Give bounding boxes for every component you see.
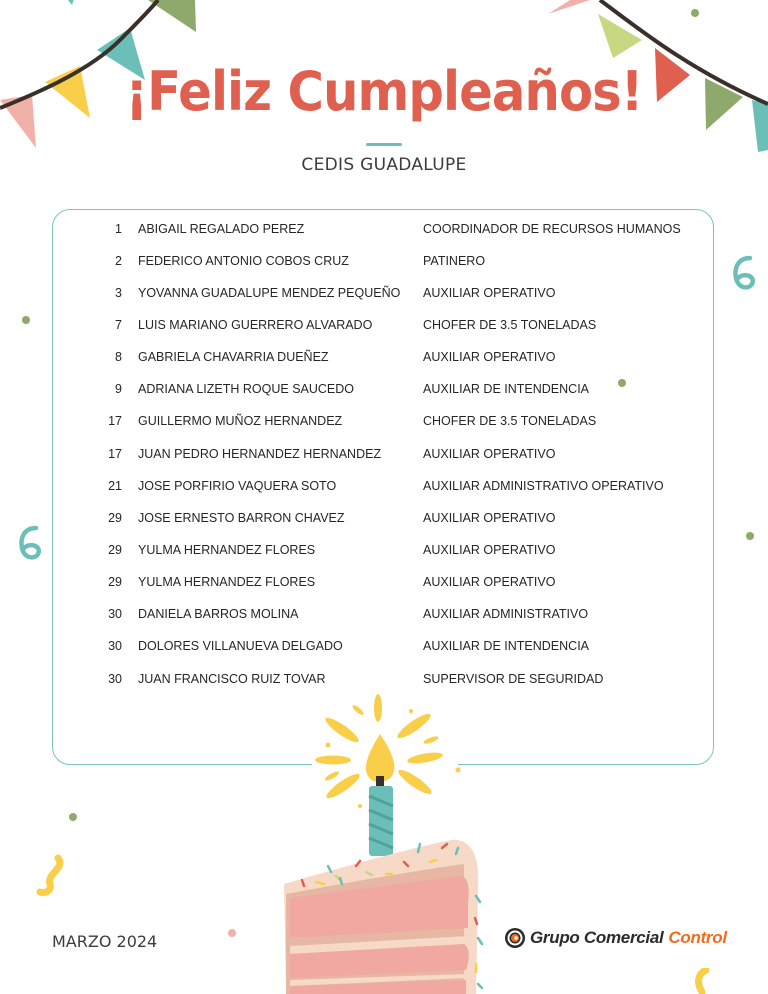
location-subtitle: CEDIS GUADALUPE bbox=[301, 155, 467, 175]
employee-role: SUPERVISOR DE SEGURIDAD bbox=[423, 672, 604, 686]
birthday-day: 29 bbox=[108, 575, 122, 589]
employee-name: JOSE PORFIRIO VAQUERA SOTO bbox=[138, 479, 337, 493]
employee-name: DOLORES VILLANUEVA DELGADO bbox=[138, 639, 343, 653]
birthday-day: 21 bbox=[108, 479, 122, 493]
employee-role: CHOFER DE 3.5 TONELADAS bbox=[423, 318, 597, 332]
birthday-day: 2 bbox=[115, 254, 122, 268]
birthday-day: 17 bbox=[108, 414, 122, 428]
confetti-swirl-icon bbox=[36, 854, 68, 898]
employee-role: AUXILIAR OPERATIVO bbox=[423, 575, 556, 589]
birthday-day: 1 bbox=[115, 222, 122, 236]
confetti-dot-icon bbox=[746, 532, 754, 540]
employee-name: JOSE ERNESTO BARRON CHAVEZ bbox=[138, 511, 345, 525]
employee-name: YULMA HERNANDEZ FLORES bbox=[138, 543, 316, 557]
birthday-day: 8 bbox=[115, 350, 122, 364]
birthday-day: 30 bbox=[108, 639, 122, 653]
confetti-curl-icon bbox=[18, 524, 42, 564]
confetti-dot-icon bbox=[618, 379, 626, 387]
employee-name: ABIGAIL REGALADO PEREZ bbox=[138, 222, 305, 236]
employee-name: ADRIANA LIZETH ROQUE SAUCEDO bbox=[138, 382, 355, 396]
logo-text-primary: Grupo Comercial bbox=[530, 928, 664, 947]
confetti-dot-icon bbox=[22, 316, 30, 324]
birthday-day: 17 bbox=[108, 447, 122, 461]
birthday-day: 9 bbox=[115, 382, 122, 396]
confetti-dot-icon bbox=[69, 813, 77, 821]
birthday-cake-slice-icon bbox=[280, 688, 490, 994]
employee-role: AUXILIAR OPERATIVO bbox=[423, 447, 556, 461]
employee-role: AUXILIAR OPERATIVO bbox=[423, 543, 556, 557]
confetti-dot-icon bbox=[228, 929, 236, 937]
employee-role: AUXILIAR ADMINISTRATIVO bbox=[423, 607, 589, 621]
footer-date: MARZO 2024 bbox=[52, 932, 158, 951]
employee-name: GUILLERMO MUÑOZ HERNANDEZ bbox=[138, 414, 343, 428]
title-divider bbox=[366, 143, 402, 146]
employee-name: FEDERICO ANTONIO COBOS CRUZ bbox=[138, 254, 349, 268]
employee-role: CHOFER DE 3.5 TONELADAS bbox=[423, 414, 597, 428]
employee-name: GABRIELA CHAVARRIA DUEÑEZ bbox=[138, 350, 329, 364]
employee-name: LUIS MARIANO GUERRERO ALVARADO bbox=[138, 318, 373, 332]
birthday-day: 30 bbox=[108, 672, 122, 686]
confetti-swirl-icon bbox=[692, 968, 712, 994]
birthday-day: 30 bbox=[108, 607, 122, 621]
employee-role: AUXILIAR OPERATIVO bbox=[423, 511, 556, 525]
birthday-day: 3 bbox=[115, 286, 122, 300]
employee-role: COORDINADOR DE RECURSOS HUMANOS bbox=[423, 222, 681, 236]
employee-role: AUXILIAR DE INTENDENCIA bbox=[423, 639, 590, 653]
employee-role: AUXILIAR OPERATIVO bbox=[423, 350, 556, 364]
birthday-day: 7 bbox=[115, 318, 122, 332]
employee-role: AUXILIAR DE INTENDENCIA bbox=[423, 382, 590, 396]
birthday-day: 29 bbox=[108, 511, 122, 525]
employee-name: JUAN PEDRO HERNANDEZ HERNANDEZ bbox=[138, 447, 382, 461]
page-title: ¡Feliz Cumpleaños! bbox=[125, 60, 643, 123]
employee-role: PATINERO bbox=[423, 254, 486, 268]
employee-name: YULMA HERNANDEZ FLORES bbox=[138, 575, 316, 589]
employee-name: JUAN FRANCISCO RUIZ TOVAR bbox=[138, 672, 326, 686]
logo-target-icon bbox=[504, 927, 526, 949]
employee-name: DANIELA BARROS MOLINA bbox=[138, 607, 299, 621]
company-logo bbox=[504, 926, 727, 950]
employee-role: AUXILIAR ADMINISTRATIVO OPERATIVO bbox=[423, 479, 664, 493]
employee-role: AUXILIAR OPERATIVO bbox=[423, 286, 556, 300]
birthday-day: 29 bbox=[108, 543, 122, 557]
confetti-curl-icon bbox=[732, 254, 756, 294]
employee-name: YOVANNA GUADALUPE MENDEZ PEQUEÑO bbox=[138, 286, 401, 300]
logo-text-accent: Control bbox=[668, 928, 727, 947]
